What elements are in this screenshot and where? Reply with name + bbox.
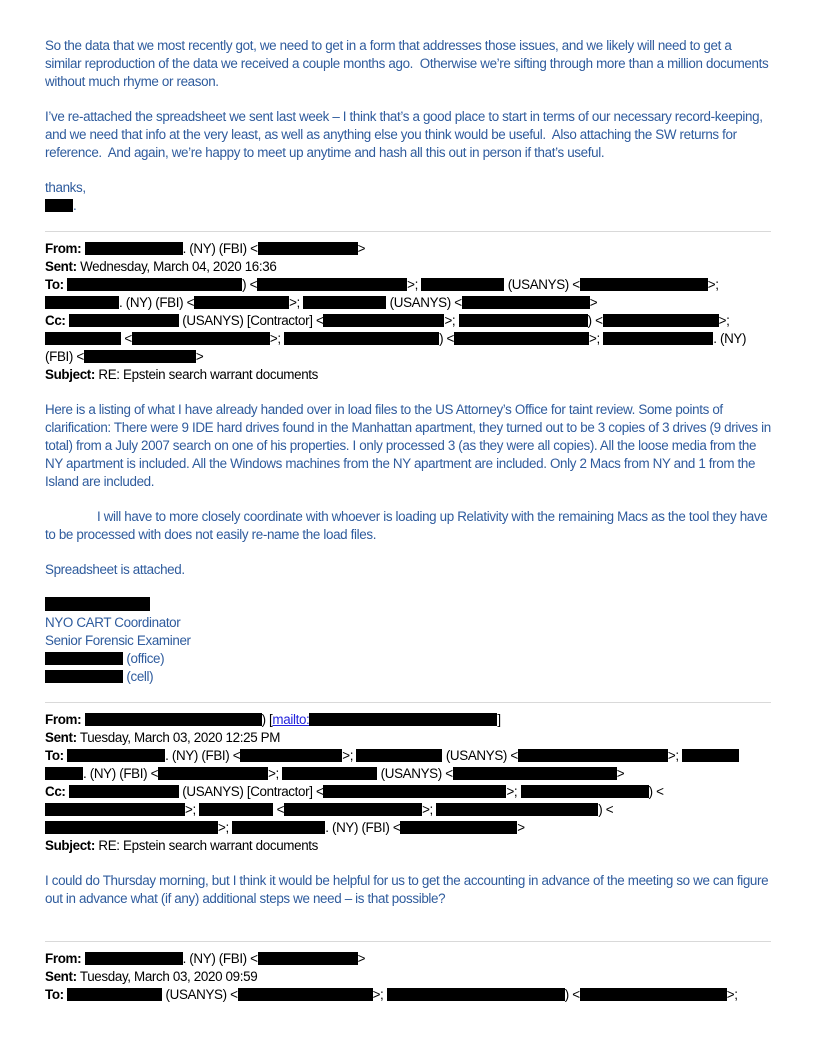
email-body-paragraph: Here is a listing of what I have already handed over in load files to the US Attorney’s Office for taint review. Some points of clarification: There were 9 IDE hard drives found in the Manhattan apartment, they turned out to be 3 copies of 3 drives (9 drives in total) from a July 2007 search on one of his properties. I only processed 3 (as they were all copies). All the loose media from the NY apartment is included. All the Windows machines from the NY apartment are included. Only 2 Macs from NY and 1 from the Island are included. — [45, 402, 775, 489]
redaction-box — [67, 278, 242, 291]
redaction-box — [284, 332, 439, 345]
message-paragraph: So the data that we most recently got, we need to get in a form that addresses those issues, and we likely will need to get a similar reproduction of the data we received a couple months ago. Otherwise we’re sifting through more than a million documents without much rhyme or reason. — [45, 38, 772, 89]
redaction-box — [603, 332, 713, 345]
top-message — [45, 37, 771, 215]
redaction-box — [303, 296, 386, 309]
header-label-sent: Sent: — [45, 969, 77, 984]
signature-block — [45, 596, 771, 686]
email-thread — [45, 231, 775, 1004]
redaction-box — [580, 278, 708, 291]
separator-line — [45, 702, 771, 703]
signature-phone-line — [45, 668, 771, 686]
redaction-box — [45, 767, 83, 780]
redaction-box — [421, 278, 504, 291]
header-label-subject: Subject: — [45, 367, 96, 382]
separator-line — [45, 941, 771, 942]
header-label-sent: Sent: — [45, 259, 77, 274]
redaction-box — [45, 803, 185, 816]
mailto-link[interactable]: mailto: — [272, 712, 310, 727]
redaction-box — [45, 821, 218, 834]
redaction-box — [518, 749, 668, 762]
redaction-box — [258, 952, 358, 965]
redaction-box — [85, 952, 183, 965]
redaction-box — [323, 314, 444, 327]
redaction-box — [240, 749, 342, 762]
redaction-box — [400, 821, 517, 834]
signature-phone-line — [45, 650, 771, 668]
redaction-box — [309, 713, 497, 726]
signature-title-line: NYO CART Coordinator — [45, 615, 181, 630]
header-label-cc: Cc: — [45, 313, 66, 328]
redaction-box — [257, 278, 407, 291]
redaction-box — [603, 314, 719, 327]
header-field-to: To: (USANYS) < >; ) < >; — [45, 987, 738, 1002]
redaction-box — [69, 314, 179, 327]
header-label-to: To: — [45, 987, 64, 1002]
phone-label: (office) — [123, 651, 165, 666]
redaction-box — [45, 296, 119, 309]
redaction-box — [194, 296, 289, 309]
email-header-1 — [45, 240, 771, 384]
redaction-box — [454, 332, 589, 345]
redaction-box — [158, 767, 268, 780]
redaction-box — [199, 803, 273, 816]
redaction-box — [459, 314, 588, 327]
redaction-box — [132, 332, 270, 345]
redaction-box — [45, 652, 123, 665]
redaction-box — [356, 749, 442, 762]
header-label-to: To: — [45, 277, 64, 292]
redaction-box — [462, 296, 590, 309]
redaction-box — [69, 785, 179, 798]
header-label-from: From: — [45, 712, 82, 727]
closing-signature-line — [45, 197, 771, 215]
redaction-box — [453, 767, 617, 780]
redaction-box — [387, 988, 565, 1001]
redaction-box — [67, 749, 165, 762]
redaction-box — [238, 988, 373, 1001]
email-body-paragraph: Spreadsheet is attached. — [45, 562, 185, 577]
header-label-to: To: — [45, 748, 64, 763]
email-body-paragraph: I will have to more closely coordinate with whoever is loading up Relativity with the remaining Macs as the tool they have to be processed with does not easily re-name the load files. — [45, 509, 771, 542]
redaction-box — [84, 350, 196, 363]
message-paragraph: I’ve re-attached the spreadsheet we sent last week – I think that’s a good place to start in terms of our necessary record-keeping, and we need that info at the very least, as well as anything else you think would be useful. Also attaching the SW returns for reference. And again, we’re happy to meet up anytime and hash all this out in person if that’s useful. — [45, 109, 766, 160]
redaction-box — [45, 597, 150, 611]
header-field-cc: Cc: (USANYS) [Contractor] < >; ) <>; < >; ) <>; . (NY) (FBI) < > — [45, 784, 664, 835]
closing-line: thanks, — [45, 180, 86, 195]
header-label-from: From: — [45, 241, 82, 256]
redaction-box — [282, 767, 377, 780]
signature-title-line: Senior Forensic Examiner — [45, 633, 191, 648]
header-field-subject: Subject: RE: Epstein search warrant documents — [45, 838, 319, 853]
redaction-box — [580, 988, 727, 1001]
header-field-to: To: ) < >; (USANYS) < >; . (NY) (FBI) < >; (USANYS) < > — [45, 277, 719, 310]
email-header-2 — [45, 711, 771, 855]
header-field-to: To: . (NY) (FBI) < >; (USANYS) < >; . (NY) (FBI) < >; (USANYS) < > — [45, 747, 771, 783]
redaction-box — [85, 713, 262, 726]
header-field-subject: Subject: RE: Epstein search warrant documents — [45, 367, 319, 382]
signature-name-line — [45, 596, 771, 614]
email-body-paragraph: I could do Thursday morning, but I think it would be helpful for us to get the accounting in advance of the meeting so we can figure out in advance what (if any) additional steps we need – is that possible? — [45, 873, 772, 906]
header-label-cc: Cc: — [45, 784, 66, 799]
phone-label: (cell) — [123, 669, 154, 684]
redaction-box — [85, 242, 183, 255]
closing-suffix: . — [73, 198, 77, 213]
header-label-from: From: — [45, 951, 82, 966]
header-field-sent: Sent: Tuesday, March 03, 2020 09:59 — [45, 969, 258, 984]
redaction-box — [258, 242, 358, 255]
redaction-box — [45, 332, 121, 345]
header-field-sent: Sent: Tuesday, March 03, 2020 12:25 PM — [45, 730, 281, 745]
header-field-from: From: . (NY) (FBI) < > — [45, 241, 366, 256]
redaction-box — [67, 988, 162, 1001]
header-field-sent: Sent: Wednesday, March 04, 2020 16:36 — [45, 259, 277, 274]
redaction-box — [284, 803, 422, 816]
redaction-box — [436, 803, 598, 816]
redaction-box — [682, 749, 739, 762]
header-label-subject: Subject: — [45, 838, 96, 853]
redaction-box — [45, 670, 123, 683]
header-field-from: From: ) [mailto: ] — [45, 712, 501, 727]
redaction-box — [521, 785, 649, 798]
email-header-3 — [45, 950, 771, 1004]
redaction-box — [323, 785, 506, 798]
redaction-box — [45, 199, 73, 212]
header-field-from: From: . (NY) (FBI) < > — [45, 951, 366, 966]
separator-line — [45, 231, 771, 232]
header-field-cc: Cc: (USANYS) [Contractor] < >; ) < >; < >; ) < >; . (NY) (FBI) < > — [45, 313, 747, 364]
redaction-box — [232, 821, 325, 834]
header-label-sent: Sent: — [45, 730, 77, 745]
